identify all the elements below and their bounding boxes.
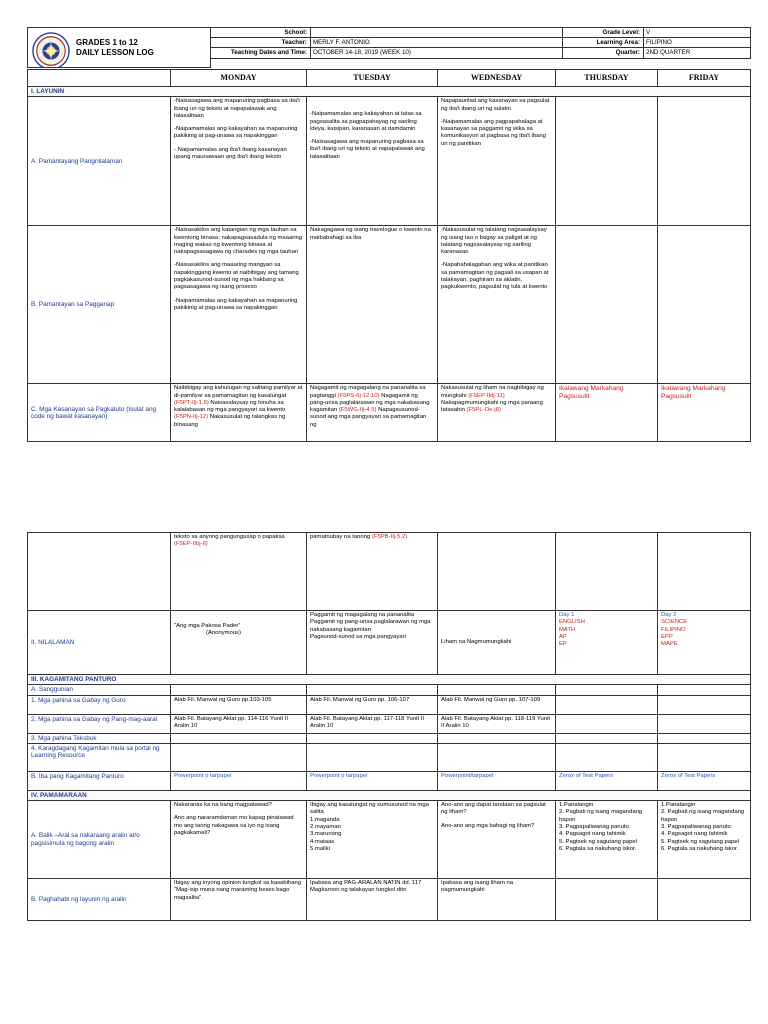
nilalaman-mon-author: (Anonymous) xyxy=(205,630,242,637)
balik-wednesday xyxy=(438,801,556,879)
cell-b-thursday xyxy=(556,226,658,384)
day-tuesday: TUESDAY xyxy=(307,70,438,87)
nilalaman-thu-2: MATH xyxy=(559,626,576,633)
gabay-wednesday: Alab Fil. Manwal ng Guro pp. 107-109 xyxy=(438,695,556,714)
cell-a-monday xyxy=(171,97,307,226)
cont-monday xyxy=(171,533,307,611)
day-wednesday: WEDNESDAY xyxy=(438,70,556,87)
iba-tuesday: Powerpoint o tarpapel xyxy=(307,771,438,790)
row-label-pamantayan-sa-pagganap: B. Pamantayan sa Pagganap xyxy=(28,226,171,384)
cell-c-friday: Ikalawang Markahang Pagsusulit xyxy=(658,384,751,442)
b-wed-2: -Napahahalagahan ang wika at panitikan sa pamamagitan ng pagsali sa usapan at talakayan, paghiram sa aklatin, pagkukwento, pagsulat ng tula at kwento xyxy=(441,262,549,291)
balik-tue-3: 2.mayaman xyxy=(310,824,341,831)
row-label-balik-aral: A. Balik –Aral sa nakaraang aralin at/o pagsisimula ng bagong aralin xyxy=(28,801,171,879)
nilalaman-tue-2: Paggamit ng pang-urisa paglalarawan ng mga nakabasang kagamitan xyxy=(310,619,431,633)
teacher-label: Teacher: xyxy=(211,38,311,48)
row-label-iba-pang-kagamitan: B. Iba pang Kagamitang Panturo xyxy=(28,771,171,790)
balik-tue-6: 5.maliki xyxy=(310,845,330,852)
c-wed-code-1: (F5EP-IIdj-11) xyxy=(468,392,505,399)
balik-fri-5: 5. Pagtsek ng sagutang papel xyxy=(661,838,739,845)
balik-wed-1: Ano-ano ang dapat tandaan sa pagsulat ng liham? xyxy=(441,802,546,816)
gabay-tuesday: Alab Fil. Manwal ng Guro pp. 106-107 xyxy=(307,695,438,714)
dates-value: OCTOBER 14-18, 2019 (WEEK 10) xyxy=(311,48,563,58)
cell-a-wednesday xyxy=(438,97,556,226)
nilalaman-fri-4: MAPE xyxy=(661,641,678,648)
deped-seal-logo xyxy=(32,32,70,68)
cell-a-tuesday xyxy=(307,97,438,226)
area-value: FILIPINO xyxy=(644,38,751,48)
nilalaman-friday xyxy=(658,611,751,675)
nilalaman-tue-1: Paggamit ng magagalang na pananalita xyxy=(310,612,415,618)
logo-cell xyxy=(28,28,211,68)
paghahabi-tue-1: Ipabasa ang PAG-ARALAN NATIN dd. 117 xyxy=(310,880,422,887)
row-label-mga-kasanayan: C. Mga Kasanayan sa Pagkatuto (Isulat ang code ng bawat kasanayan) xyxy=(28,384,171,442)
cell-c-thursday: Ikalawang Markahang Pagsusulit xyxy=(556,384,658,442)
balik-tue-5: 4.mataas xyxy=(310,838,335,845)
c-wed-code-2: (F5PL-Oe-j8) xyxy=(466,407,501,414)
section-nilalaman: II. NILALAMAN xyxy=(28,611,171,675)
iba-wednesday: Powerpoint/tarpapel xyxy=(438,771,556,790)
cell-b-friday xyxy=(658,226,751,384)
nilalaman-fri-day: Day 2 xyxy=(661,612,677,618)
cont-tue-code: (F5PB-IIj-5.2) xyxy=(371,534,408,540)
balik-thu-5: 5. Pagtsek ng sagutang papel xyxy=(559,838,637,845)
balik-mon-1: Nakaranas ka na bang magpatawad? xyxy=(174,802,272,809)
cont-mon-code: (F5EP-IIbj-II) xyxy=(174,541,208,548)
balik-tuesday xyxy=(307,801,438,879)
nilalaman-thu-1: ENGLISH xyxy=(559,619,585,626)
balik-thu-1: 1.Panalangin xyxy=(559,802,594,809)
c-wed-text-2: Nakapagmumungkahi ng mga paraang tatasahin xyxy=(441,399,543,414)
balik-mon-2: Ano ang nararamdaman mo kapag pinatawad mo ang taong nakagawa sa iyo ng isang pagkakamali? xyxy=(174,815,294,837)
title-line-1: GRADES 1 to 12 xyxy=(76,38,138,47)
c-tue-text-3: Napagsusunod-sunod ang mga pangyayari sa pamamagitan ng xyxy=(310,407,427,428)
gabay-monday: Alab Fil. Manwal ng Guro pp.103-105 xyxy=(171,695,307,714)
balik-thu-4: 4. Pagsagot nang tahimik xyxy=(559,831,626,838)
row-label-paghahabi: B. Paghahabi ng layunin ng aralin xyxy=(28,879,171,921)
day-friday: FRIDAY xyxy=(658,70,751,87)
row-label-karagdagan: 4. Karagdagang Kagamitan mula sa portal ng Learning Resource xyxy=(28,743,171,771)
section-layunin: I. LAYUNIN xyxy=(28,87,751,97)
cell-b-tuesday xyxy=(307,226,438,384)
balik-thu-3: 3. Pagpapaliwanag panuto. xyxy=(559,824,631,831)
day-thursday: THURSDAY xyxy=(556,70,658,87)
title-line-2: DAILY LESSON LOG xyxy=(76,48,154,57)
cell-a-thursday xyxy=(556,97,658,226)
row-label-gabay-guro: 1. Mga pahina sa Gabay ng Guro xyxy=(28,695,171,714)
cont-label-cell xyxy=(28,533,171,611)
nilalaman-wednesday xyxy=(438,611,556,675)
nilalaman-thu-4: EP xyxy=(559,641,567,648)
b-mon-2: -Naisasakilos ang maaaring mangyari sa napakinggang kwento at naibibigay ang tamang pagkakasunod-sunod ng mga hakbang sa pagsasagawa ng isang proseso xyxy=(174,262,299,291)
paghahabi-monday: Ibigay ang inyong opinion tungkol sa kasabihang "Mag-isip muna nang maraming beses bago magsalita". xyxy=(171,879,307,921)
iba-monday: Powerpoint o tarpapel xyxy=(171,771,307,790)
mag-wednesday: Alab Fil. Batayang Aklat pp. 118-119 Yunit II Aralin 10 xyxy=(438,714,556,733)
balik-thursday xyxy=(556,801,658,879)
c-mon-code-1: (F5PT-IIj-1.5) xyxy=(174,399,209,406)
row-label-sanggunian: A. Sanggunian xyxy=(28,685,171,695)
row-label-gabay-mag-aaral: 2. Mga pahina sa Gabay ng Pang-mag-aaral xyxy=(28,714,171,733)
area-label: Learning Area: xyxy=(563,38,644,48)
row-label-teksbuk: 3. Mga pahina Teksbuk xyxy=(28,733,171,743)
cell-c-tuesday xyxy=(307,384,438,442)
b-wed-1: -Nakasusulat ng talatang nagsasalaysay ng isang tao o bagay sa paligid at ng talatang nagsasalaysay ng sariling karanasan xyxy=(441,227,547,256)
nilalaman-monday xyxy=(171,611,307,675)
grade-label: Grade Level: xyxy=(563,28,644,38)
balik-fri-3: 3. Pagpapaliwanag panuto. xyxy=(661,824,733,831)
nilalaman-fri-1: SCIENCE xyxy=(661,619,688,626)
balik-fri-6: 6. Pagtala sa nakuhang iskor. xyxy=(661,845,739,852)
c-mon-code-2: (F5PN-IIj-12) xyxy=(174,414,209,421)
balik-friday xyxy=(658,801,751,879)
a-tue-1: -Naipamamalas ang kakayahan at tatas sa pagsasalita sa pagpapahayag ng sariling ideya, kaisipan, karanasan at damdamin xyxy=(310,111,422,132)
lesson-grid-page-2 xyxy=(27,532,751,921)
c-tue-code-1: (F5PS-IIj-12.10) xyxy=(337,392,380,399)
a-tue-2: -Naisasagawa ang mapanuring pagbasa sa iba't ibang uri ng teksto at napapalawak ang talasalitaan xyxy=(310,139,425,160)
b-mon-1: -Naisasakilos ang katangian ng mga tauhan sa kwentong binasa; nakapagsasadula ng maaaring maging wakas ng kwentong binasa at nakapagsasagawa ng charades ng mga tauhan xyxy=(174,227,303,256)
section-kagamitan: III. KAGAMITANG PANTURO xyxy=(28,675,751,685)
nilalaman-wed-1: Liham na Nagmumungkahi xyxy=(441,638,512,645)
balik-thu-2: 2. Pagbati ng isang magandang hapon xyxy=(559,809,643,823)
iba-friday: Zerox of Test Papers xyxy=(658,771,751,790)
cont-tuesday xyxy=(307,533,438,611)
balik-fri-4: 4. Pagsagot nang tahimik xyxy=(661,831,728,838)
c-tue-code-2: (F5WG-IIj-4.5) xyxy=(338,407,377,414)
cell-b-wednesday xyxy=(438,226,556,384)
nilalaman-thu-day: Day 1 xyxy=(559,612,575,618)
nilalaman-tuesday xyxy=(307,611,438,675)
a-mon-1: -Naisasagawa ang mapanuring pagbasa sa iba't ibang uri ng teksto at napapalawak ang talasalitaan xyxy=(174,98,300,119)
a-mon-3: - Naipamamalas ang iba't ibang kasanayan upang maunawaan ang iba't ibang teksto xyxy=(174,146,287,161)
paghahabi-wednesday: Ipabasa ang isang liham na nagmumungkahi xyxy=(438,879,556,921)
nilalaman-fri-3: EPP xyxy=(661,633,673,640)
day-monday: MONDAY xyxy=(171,70,307,87)
paghahabi-tue-2: Magkaroon ng talakayan tungkol dito xyxy=(310,887,407,894)
iba-thursday: Zerox of Test Papers xyxy=(556,771,658,790)
school-label: School: xyxy=(211,28,311,38)
a-mon-2: -Naipamamalas ang kakayahan sa mapanuring pakikinig at pag-unawa sa napakinggan xyxy=(174,126,298,140)
b-tue-1: Nakagagawa ng isang travelogue o kwento na maibabahagi sa iba xyxy=(310,227,431,241)
balik-monday xyxy=(171,801,307,879)
a-wed-1: Napapaunlad ang kasanayan sa pagsulat ng iba't ibang uri ng sulatin xyxy=(441,98,550,112)
school-value xyxy=(311,28,563,38)
c-mon-text-2: Naisasalaysay ng hinuha sa kalalabasan ng mga pangyayari sa kwento xyxy=(174,399,286,414)
paghahabi-tuesday xyxy=(307,879,438,921)
row-label-pamantayang-pangnilalaman: A. Pamantayang Pangnilalaman xyxy=(28,97,171,226)
header-table xyxy=(27,27,751,68)
cont-wednesday xyxy=(438,533,556,611)
balik-fri-1: 1.Panalangin xyxy=(661,802,696,809)
log-title xyxy=(76,38,154,58)
section-pamamaraan: IV. PAMAMARAAN xyxy=(28,790,751,800)
c-tue-text-2: Nagagamit ng pang-urisa paglalarawan ng mga nakabasang kagamitan xyxy=(310,392,430,414)
c-mon-text-1: Naibibigay ang kahulugan ng salitang pamilyar at di-pamilyar sa pamamagitan ng kasalungat xyxy=(174,385,303,399)
cont-tue-text: pamatnubay na tanong xyxy=(310,534,371,540)
teacher-value: MERLY F. ANTONIO xyxy=(311,38,563,48)
nilalaman-fri-2: FILIPINO xyxy=(661,626,686,633)
cell-c-monday xyxy=(171,384,307,442)
mag-tuesday: Alab Fil. Batayang Aklat pp. 117-118 Yunit II Aralin 10 xyxy=(307,714,438,733)
nilalaman-thu-3: AP xyxy=(559,633,567,640)
nilalaman-thursday xyxy=(556,611,658,675)
mag-monday: Alab Fil. Batayang Aklat pp. 114-116 Yunit II Aralin 10 xyxy=(171,714,307,733)
cont-mon-text: teksto sa anyong pangungusap o papaksa xyxy=(174,534,285,540)
quarter-label: Quarter: xyxy=(563,48,644,58)
c-wed-text-1: Nakasusulat ng liham na nagbibigay ng mungkahi xyxy=(441,385,544,399)
grade-value: V xyxy=(644,28,751,38)
c-mon-text-3: Nakasusulat ng talangkas ng binasang xyxy=(174,414,286,428)
dates-label: Teaching Dates and Time: xyxy=(211,48,311,58)
balik-wed-2: Ano-ano ang mga bahagi ng liham? xyxy=(441,822,535,829)
b-mon-3: -Naipamamalas ang kakayahan sa mapanuring pakikinig at pag-unawa sa napakinggan xyxy=(174,297,298,311)
nilalaman-mon-title: "Ang mga Pakosa Pader" xyxy=(174,623,241,629)
balik-tue-2: 1.maganda xyxy=(310,816,340,823)
quarter-value: 2ND QUARTER xyxy=(644,48,751,58)
a-wed-2: -Naipamamalas ang pagpapahalaga at kasanayan sa paggamit ng wika sa komunikasyon at pagbasa ng iba't ibang uri ng panitikan xyxy=(441,118,546,147)
cont-thursday xyxy=(556,533,658,611)
balik-tue-1: Ibigay ang kasalungat ng sumusunod na mga salita xyxy=(310,802,429,816)
balik-fri-2: 2. Pagbati ng isang magandang hapon xyxy=(661,809,745,823)
cell-a-friday xyxy=(658,97,751,226)
cont-friday xyxy=(658,533,751,611)
corner-cell xyxy=(28,70,171,87)
balik-tue-4: 3.marunong xyxy=(310,831,342,838)
nilalaman-tue-3: Pagsunod-sunod sa mga pangyayari xyxy=(310,633,406,640)
balik-thu-6: 6. Pagtala sa nakuhang iskor. xyxy=(559,845,637,852)
c-tue-text-1: Nagagamit ng magagalang na pananalita sa pagtanggi xyxy=(310,385,426,399)
lesson-grid-page-1 xyxy=(27,69,751,442)
cell-c-wednesday xyxy=(438,384,556,442)
cell-b-monday xyxy=(171,226,307,384)
